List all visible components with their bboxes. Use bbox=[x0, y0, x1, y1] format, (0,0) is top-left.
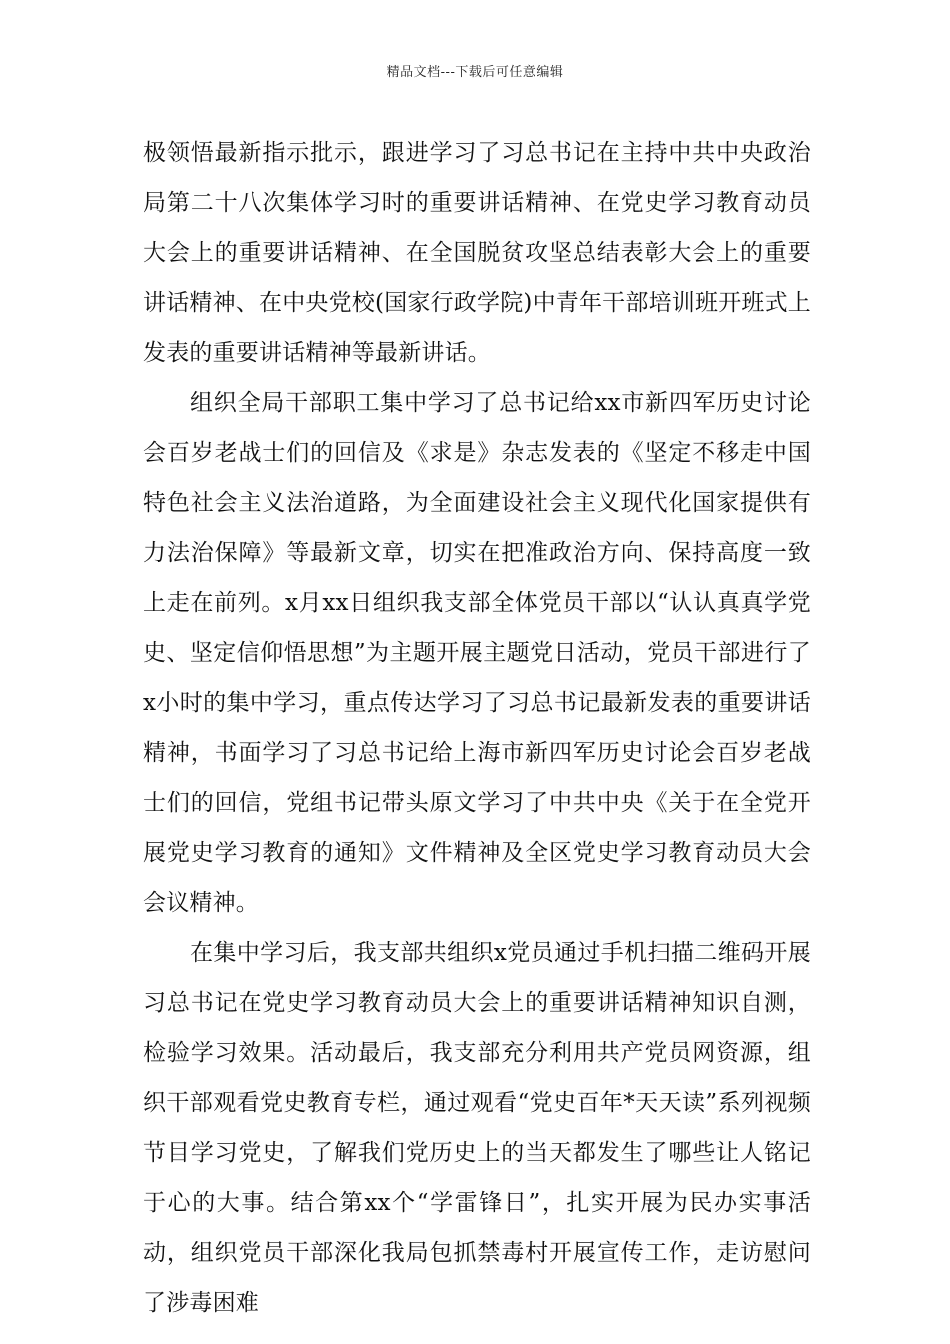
paragraph-study-organization: 组织全局干部职工集中学习了总书记给xx市新四军历史讨论会百岁老战士们的回信及《求是》杂志发表的《坚定不移走中国特色社会主义法治道路，为全面建设社会主义现代化国家提供有力法治保障》等最新文章，切实在把准政治方向、保持高度一致上走在前列。x月xx日组织我支部全体党员干部以“认认真真学党史、坚定信仰悟思想”为主题开展主题党日活动，党员干部进行了x小时的集中学习，重点传达学习了习总书记最新发表的重要讲话精神，书面学习了习总书记给上海市新四军历史讨论会百岁老战士们的回信，党组书记带头原文学习了中共中央《关于在全党开展党史学习教育的通知》文件精神及全区党史学习教育动员大会会议精神。 bbox=[143, 390, 811, 916]
page-header: 精品文档---下载后可任意编辑 bbox=[386, 65, 564, 80]
paragraph-continuation: 极领悟最新指示批示，跟进学习了习总书记在主持中共中央政治局第二十八次集体学习时的重要讲话精神、在党史学习教育动员大会上的重要讲话精神、在全国脱贫攻坚总结表彰大会上的重要讲话精神、在中央党校(国家行政学院)中青年干部培训班开班式上发表的重要讲话精神等最新讲话。 bbox=[143, 140, 811, 366]
document-body bbox=[143, 128, 811, 1328]
paragraph-after-study: 在集中学习后，我支部共组织x党员通过手机扫描二维码开展习总书记在党史学习教育动员大会上的重要讲话精神知识自测，检验学习效果。活动最后，我支部充分利用共产党员网资源，组织干部观看党史教育专栏，通过观看“党史百年*天天读”系列视频节目学习党史，了解我们党历史上的当天都发生了哪些让人铭记于心的大事。结合第xx个“学雷锋日”，扎实开展为民办实事活动，组织党员干部深化我局包抓禁毒村开展宣传工作，走访慰问了涉毒困难 bbox=[143, 940, 811, 1316]
